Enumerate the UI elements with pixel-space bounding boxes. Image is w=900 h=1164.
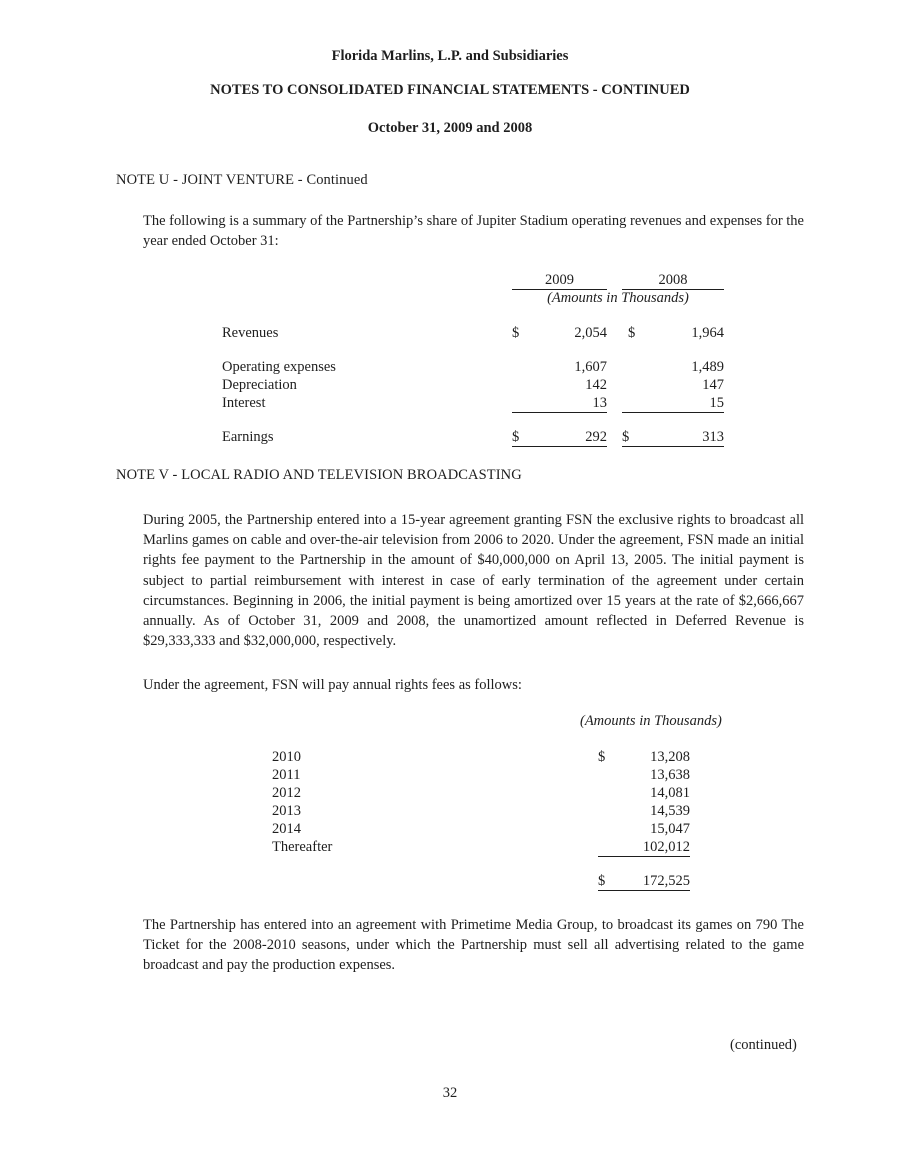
note-u-units: (Amounts in Thousands)	[547, 290, 689, 306]
statement-date: October 31, 2009 and 2008	[367, 120, 533, 136]
revenues-2008: 1,964	[691, 325, 724, 341]
note-u-heading: NOTE U - JOINT VENTURE - Continued	[116, 172, 368, 188]
row-label-revenues: Revenues	[222, 325, 279, 341]
fee-amount: 13,208	[650, 749, 690, 765]
fee-year: 2012	[272, 785, 301, 801]
earnings-2009: 292	[585, 429, 607, 445]
col-header-2008: 2008	[622, 272, 724, 290]
currency-symbol: $	[512, 325, 520, 341]
interest-2008: 15	[622, 395, 724, 413]
fee-year: 2013	[272, 803, 301, 819]
revenues-2009: 2,054	[574, 325, 607, 341]
fee-year: 2011	[272, 767, 301, 783]
note-v-paragraph-3: The Partnership has entered into an agreement with Primetime Media Group, to broadcast its games on 790 The Ticket for the 2008-2010 seasons, under which the Partnership must sell all advertising related to the game broadcast and pay the production expenses.	[143, 917, 804, 974]
fee-amount: 14,081	[650, 785, 690, 801]
continued-label: (continued)	[730, 1037, 797, 1053]
note-v-units: (Amounts in Thousands)	[580, 713, 722, 729]
company-name: Florida Marlins, L.P. and Subsidiaries	[331, 48, 569, 64]
operating-expenses-2009: 1,607	[574, 359, 607, 375]
note-v-paragraph-2: Under the agreement, FSN will pay annual rights fees as follows:	[143, 677, 522, 693]
col-header-2009: 2009	[512, 272, 607, 290]
fee-amount: 15,047	[650, 821, 690, 837]
fee-year: Thereafter	[272, 839, 333, 855]
earnings-2008: 313	[702, 429, 724, 445]
currency-symbol: $	[598, 873, 606, 889]
currency-symbol: $	[622, 429, 630, 445]
note-v-paragraph-1: During 2005, the Partnership entered into a 15-year agreement granting FSN the exclusive rights to broadcast all Marlins games on cable and over-the-air television from 2006 to 2020. Under the agreement, FSN made an initial rights fee payment to the Partnership in the amount of $40,000,000 on April 13, 2005. The initial payment is subject to partial reimbursement with interest in case of early termination of the agreement under certain circumstances. Beginning in 2006, the initial payment is being amortized over 15 years at the rate of $2,666,667 annually. As of October 31, 2009 and 2008, the unamortized amount reflected in Deferred Revenue is $29,333,333 and $32,000,000, respectively.	[143, 512, 804, 650]
fee-amount: 13,638	[650, 767, 690, 783]
depreciation-2008: 147	[702, 377, 724, 393]
note-u-intro: The following is a summary of the Partnership’s share of Jupiter Stadium operating revenues and expenses for the year ended October 31:	[143, 213, 804, 250]
fee-year: 2014	[272, 821, 301, 837]
note-v-heading: NOTE V - LOCAL RADIO AND TELEVISION BROADCASTING	[116, 467, 522, 483]
page-number: 32	[442, 1085, 458, 1101]
row-label-operating-expenses: Operating expenses	[222, 359, 336, 375]
page-title: NOTES TO CONSOLIDATED FINANCIAL STATEMENTS - CONTINUED	[210, 82, 690, 98]
currency-symbol: $	[628, 325, 636, 341]
row-label-earnings: Earnings	[222, 429, 274, 445]
fee-amount: 14,539	[650, 803, 690, 819]
operating-expenses-2008: 1,489	[691, 359, 724, 375]
fees-total: 172,525	[642, 873, 690, 889]
currency-symbol: $	[598, 749, 606, 765]
row-label-depreciation: Depreciation	[222, 377, 297, 393]
currency-symbol: $	[512, 429, 520, 445]
row-label-interest: Interest	[222, 395, 266, 411]
interest-2009: 13	[512, 395, 607, 413]
depreciation-2009: 142	[585, 377, 607, 393]
fee-amount: 102,012	[598, 839, 690, 857]
fee-year: 2010	[272, 749, 301, 765]
